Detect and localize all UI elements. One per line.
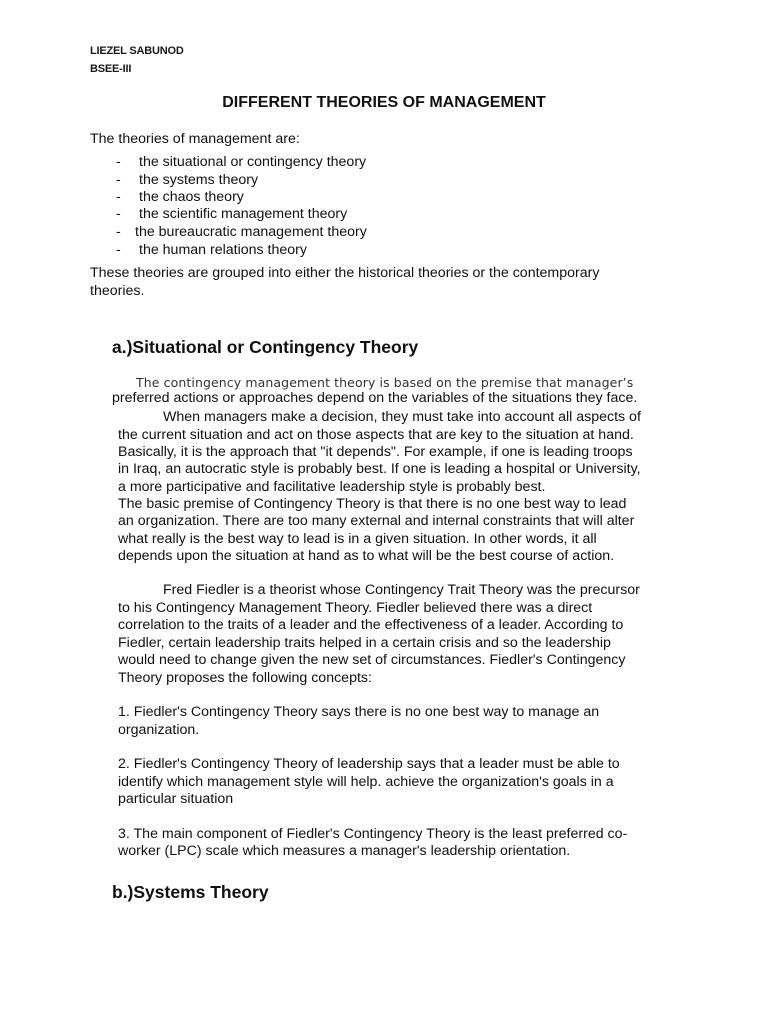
concept-line: identify which management style will help. achieve the organization's goals in a <box>118 774 614 790</box>
concept-line: 1. Fiedler's Contingency Theory says there is no one best way to manage an <box>118 704 600 720</box>
paragraph-line: The contingency management theory is based on the premise that manager’s <box>136 375 634 390</box>
paragraph-line: depends upon the situation at hand as to what will be the best course of action. <box>118 548 615 564</box>
paragraph-line: preferred actions or approaches depend on the variables of the situations they face. <box>112 390 638 406</box>
list-item-text: the chaos theory <box>139 189 244 205</box>
concept-line: organization. <box>118 722 200 738</box>
list-item-text: the situational or contingency theory <box>139 154 367 170</box>
document-title: DIFFERENT THEORIES OF MANAGEMENT <box>222 94 546 111</box>
paragraph-line: Theory proposes the following concepts: <box>118 670 372 686</box>
list-item-text: the systems theory <box>139 172 259 188</box>
list-dash: - <box>116 206 121 222</box>
concept-line: worker (LPC) scale which measures a manager's leadership orientation. <box>118 843 571 859</box>
list-dash: - <box>116 189 121 205</box>
paragraph-line: to his Contingency Management Theory. Fiedler believed there was a direct <box>118 600 593 616</box>
intro-summary-line: theories. <box>90 283 145 299</box>
intro-summary-line: These theories are grouped into either the historical theories or the contemporary <box>90 265 600 281</box>
paragraph-line: When managers make a decision, they must take into account all aspects of <box>163 409 641 425</box>
paragraph-line: The basic premise of Contingency Theory is that there is no one best way to lead <box>118 496 627 512</box>
list-dash: - <box>116 154 121 170</box>
paragraph-line: Fiedler, certain leadership traits helped in a certain crisis and so the leadership <box>118 635 611 651</box>
paragraph-line: Basically, it is the approach that "it depends". For example, if one is leading troops <box>118 444 633 460</box>
list-item-text: the human relations theory <box>139 242 307 258</box>
list-item-text: the bureaucratic management theory <box>135 224 367 240</box>
paragraph-line: would need to change given the new set of circumstances. Fiedler's Contingency <box>118 652 626 668</box>
concept-line: particular situation <box>118 791 234 807</box>
course-label: BSEE-III <box>90 63 132 75</box>
author-name: LIEZEL SABUNOD <box>90 45 184 57</box>
list-dash: - <box>116 242 121 258</box>
section-heading-systems: b.)Systems Theory <box>112 882 269 902</box>
paragraph-line: an organization. There are too many external and internal constraints that will alter <box>118 513 635 529</box>
paragraph-line: a more participative and facilitative leadership style is probably best. <box>118 479 546 495</box>
paragraph-line: the current situation and act on those aspects that are key to the situation at hand. <box>118 427 634 443</box>
concept-line: 2. Fiedler's Contingency Theory of leadership says that a leader must be able to <box>118 756 620 772</box>
intro-lead: The theories of management are: <box>90 131 300 147</box>
paragraph-line: correlation to the traits of a leader and the effectiveness of a leader. According to <box>118 617 624 633</box>
paragraph-line: in Iraq, an autocratic style is probably best. If one is leading a hospital or University, <box>118 461 641 477</box>
list-dash: - <box>116 172 121 188</box>
list-dash: - <box>116 224 121 240</box>
section-heading-situational: a.)Situational or Contingency Theory <box>112 337 419 357</box>
paragraph-line: Fred Fiedler is a theorist whose Contingency Trait Theory was the precursor <box>163 582 640 598</box>
list-item-text: the scientific management theory <box>139 206 348 222</box>
concept-line: 3. The main component of Fiedler's Contingency Theory is the least preferred co- <box>118 826 628 842</box>
paragraph-line: what really is the best way to lead is in a given situation. In other words, it all <box>118 531 597 547</box>
